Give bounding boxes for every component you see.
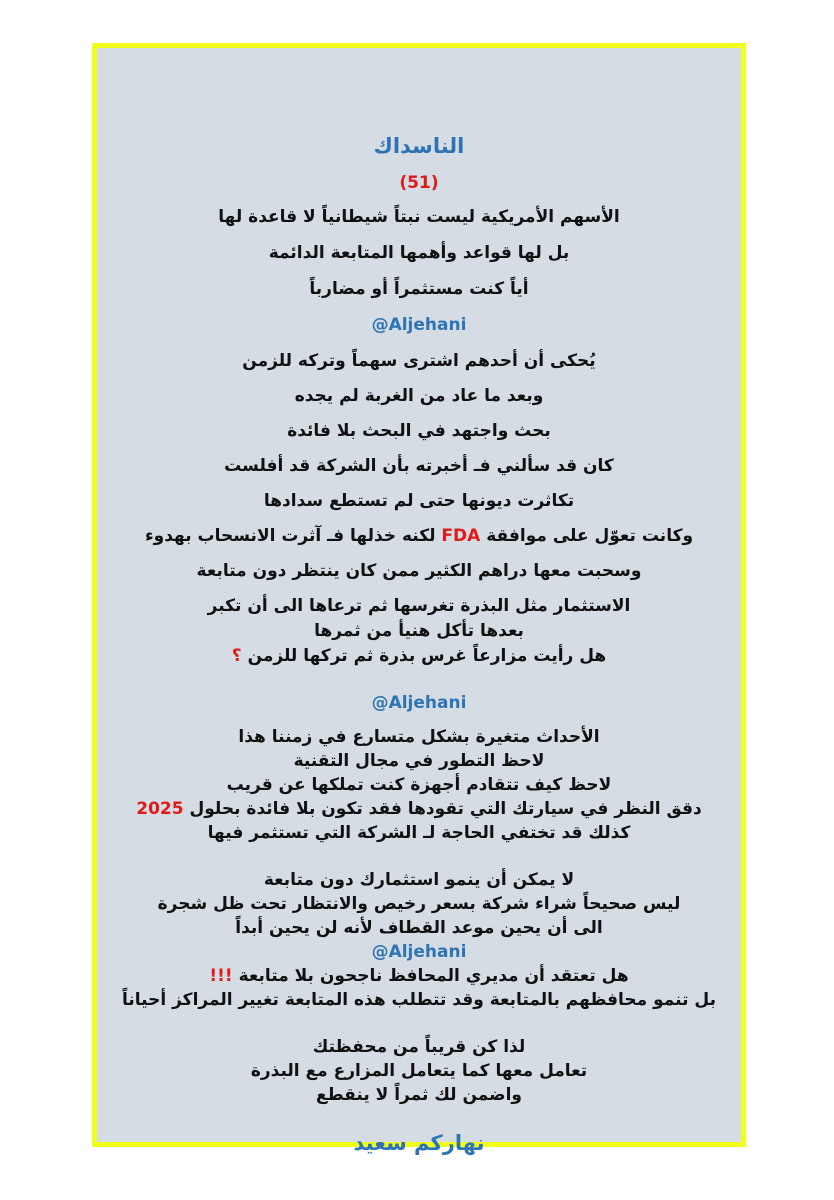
question-mark: ؟: [231, 646, 242, 666]
year-highlight: 2025: [136, 799, 184, 819]
growth-line: ليس صحيحاً شراء شركة بسعر رخيص والانتظار تحت ظل شجرة: [157, 894, 681, 914]
invest-line: الاستثمار مثل البذرة تغرسها ثم ترعاها الى أن تكبر: [207, 596, 631, 616]
document-title: الناسداك: [373, 134, 465, 158]
fda-line-post: لكنه خذلها فـ آثرت الانسحاب بهدوء: [144, 526, 436, 546]
managers-answer: بل تنمو محافظهم بالمتابعة وقد تتطلب هذه المتابعة تغيير المراكز أحياناً: [122, 990, 716, 1010]
closing-line: واضمن لك ثمراً لا ينقطع: [316, 1085, 522, 1105]
author-handle: @Aljehani: [371, 693, 467, 713]
managers-question: [97, 964, 741, 988]
story-line: تكاثرت ديونها حتى لم تستطع سدادها: [263, 491, 575, 511]
closing-line: لذا كن قريباً من محفظتك: [312, 1037, 526, 1057]
exclaim-highlight: !!!: [209, 966, 233, 986]
author-handle: @Aljehani: [371, 315, 467, 335]
car-line-text: دقق النظر في سيارتك التي تقودها فقد تكون بلا فائدة بحلول: [189, 799, 702, 819]
car-line: [97, 797, 741, 821]
growth-line: لا يمكن أن ينمو استثمارك دون متابعة: [263, 870, 575, 890]
fda-line: [97, 524, 741, 548]
events-line: كذلك قد تختفي الحاجة لـ الشركة التي تستثمر فيها: [207, 823, 631, 843]
document-content: [97, 48, 741, 1155]
post-number: (51): [399, 173, 439, 193]
growth-line: الى أن يحين موعد القطاف لأنه لن يحين أبداً: [235, 918, 603, 938]
question-line: [97, 644, 741, 668]
story-line: وسحبت معها دراهم الكثير ممن كان ينتظر دون متابعة: [196, 561, 642, 581]
closing-line: تعامل معها كما يتعامل المزارع مع البذرة: [250, 1061, 588, 1081]
intro-line: بل لها قواعد وأهمها المتابعة الدائمة: [268, 243, 570, 263]
story-line: يُحكى أن أحدهم اشترى سهماً وتركه للزمن: [242, 351, 596, 371]
fda-highlight: FDA: [441, 526, 481, 546]
author-handle: @Aljehani: [371, 942, 467, 962]
story-line: كان قد سألني فـ أخبرته بأن الشركة قد أفلست: [224, 456, 614, 476]
signoff: نهاركم سعيد: [353, 1131, 485, 1155]
invest-line: بعدها تأكل هنيأ من ثمرها: [314, 621, 524, 641]
intro-line: أياً كنت مستثمراً أو مضارباً: [309, 279, 529, 299]
intro-line: الأسهم الأمريكية ليست نبتاً شيطانياً لا قاعدة لها: [218, 207, 620, 227]
story-line: بحث واجتهد في البحث بلا فائدة: [287, 421, 551, 441]
fda-line-pre: وكانت تعوّل على موافقة: [486, 526, 694, 546]
events-line: لاحظ كيف تتقادم أجهزة كنت تملكها عن قريب: [226, 775, 612, 795]
events-line: الأحداث متغيرة بشكل متسارع في زمننا هذا: [238, 727, 600, 747]
managers-question-text: هل تعتقد أن مديري المحافظ ناجحون بلا متابعة: [238, 966, 629, 986]
question-text: هل رأيت مزارعاً غرس بذرة ثم تركها للزمن: [247, 646, 607, 666]
events-line: لاحظ التطور في مجال التقنية: [293, 751, 545, 771]
document-panel: [92, 43, 746, 1155]
story-line: وبعد ما عاد من الغربة لم يجده: [294, 386, 544, 406]
